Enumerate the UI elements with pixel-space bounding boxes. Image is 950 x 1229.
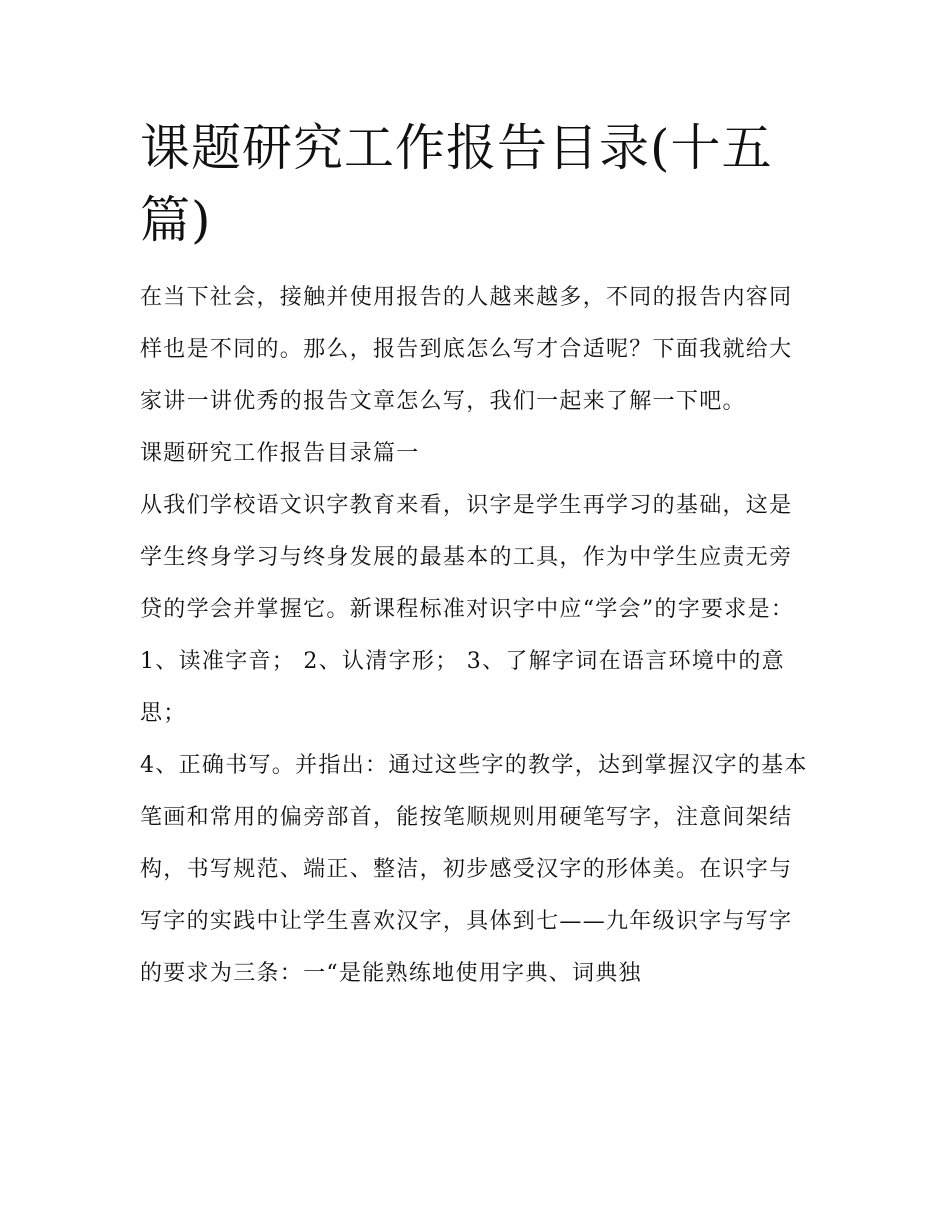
intro-paragraph: 在当下社会，接触并使用报告的人越来越多，不同的报告内容同样也是不同的。那么，报告到底怎么写才合适呢？下面我就给大家讲一讲优秀的报告文章怎么写，我们一起来了解一下吧。 bbox=[140, 285, 793, 414]
section-heading: 课题研究工作报告目录篇一 bbox=[140, 441, 420, 466]
body-paragraph: 从我们学校语文识字教育来看，识字是学生再学习的基础，这是学生终身学习与终身发展的最基本的工具，作为中学生应责无旁贷的学会并掌握它。新课程标准对识字中应“学会”的字要求是： bbox=[140, 493, 795, 622]
document-title: 课题研究工作报告目录(十五篇) bbox=[140, 119, 773, 249]
document-body bbox=[140, 112, 812, 1000]
body-paragraph: 4、正确书写。并指出：通过这些字的教学，达到掌握汉字的基本笔画和常用的偏旁部首，能按笔顺规则用硬笔写字，注意间架结构，书写规范、端正、整洁，初步感受汉字的形体美。在识字与写字的实践中让学生喜欢汉字，具体到七——九年级识字与写字的要求为三条：一“是能熟练地使用字典、词典独 bbox=[140, 753, 808, 986]
body-paragraph: 1、读准字音； 2、认清字形； 3、了解字词在语言环境中的意思； bbox=[140, 649, 785, 726]
